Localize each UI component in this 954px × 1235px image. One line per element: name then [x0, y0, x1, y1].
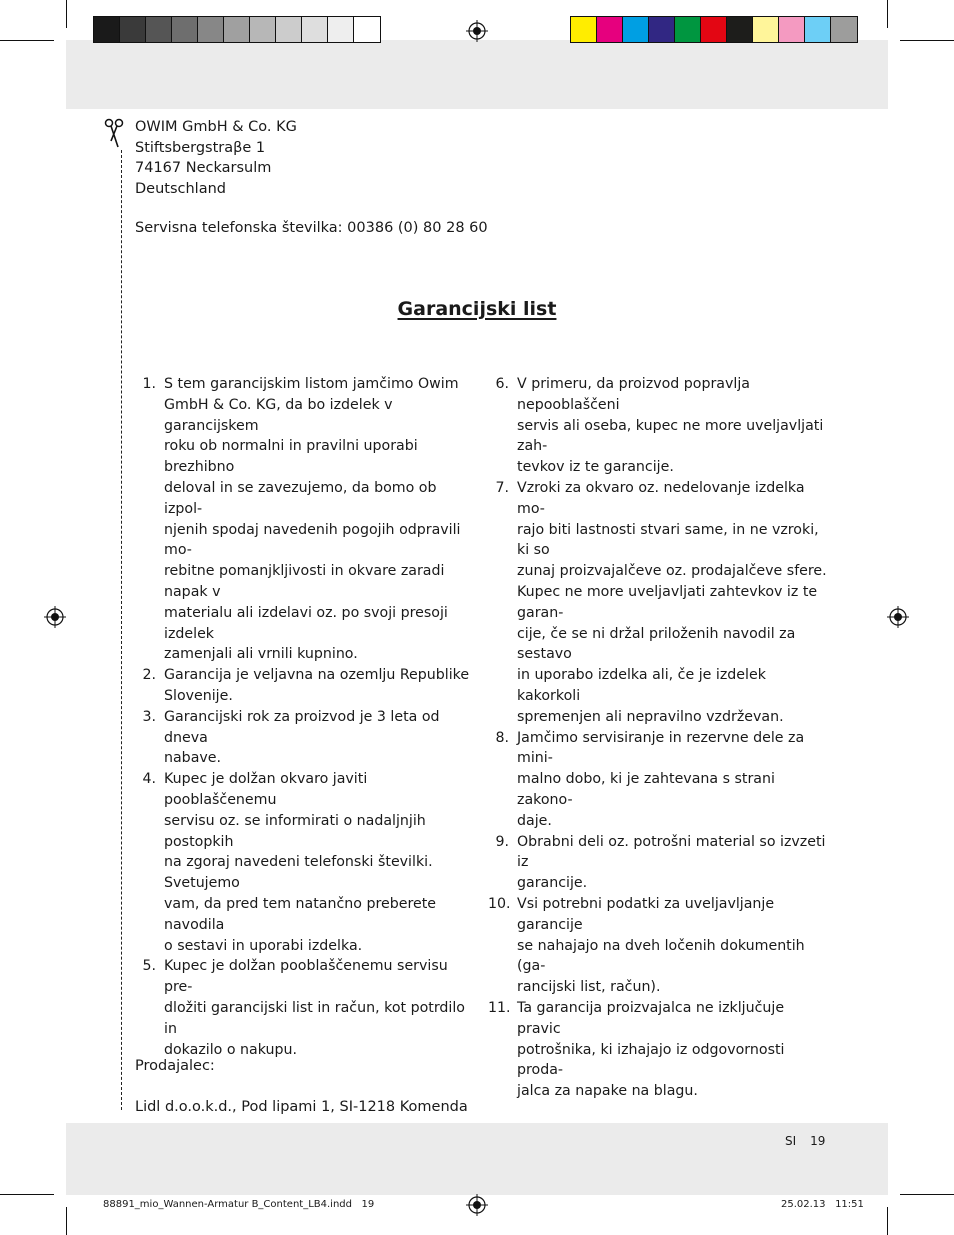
service-phone: Servisna telefonska številka: 00386 (0) 80 28 60 — [135, 220, 488, 236]
slug-filename: 88891_mio_Wannen-Armatur B_Content_LB4.indd 19 — [103, 1199, 375, 1210]
list-item — [135, 769, 475, 956]
item-number: 6. — [495, 376, 509, 392]
seller-address: Lidl d.o.o.k.d., Pod lipami 1, SI-1218 Komenda — [135, 1099, 468, 1115]
item-number: 7. — [495, 479, 509, 496]
item-number: 3. — [142, 708, 156, 725]
color-swatch — [571, 17, 597, 42]
item-text: Kupec je dolžan okvaro javiti pooblaščenemu servisu oz. se informirati o nadaljnjih postopkih na zgoraj navedeni telefonski številki. Svetujemo vam, da pred tem natančno preberete navodila o sestavi in uporabi izdelka. — [164, 771, 436, 954]
color-swatch — [753, 17, 779, 42]
item-number: 5. — [142, 958, 156, 975]
color-swatch — [623, 17, 649, 42]
item-text: Jamčimo servisiranje in rezervne dele za mini- malno dobo, ki je zahtevana s strani zakono- daje. — [517, 729, 805, 829]
page-title — [0, 298, 954, 320]
color-swatch — [250, 17, 276, 42]
color-swatch — [198, 17, 224, 42]
list-item — [135, 374, 475, 665]
color-swatch — [831, 17, 857, 42]
item-text: Garancija je veljavna na ozemlju Republike Slovenije. — [164, 667, 470, 704]
slug-timestamp: 25.02.13 11:51 — [781, 1199, 864, 1210]
grayscale-color-bar — [93, 16, 381, 43]
color-swatch — [779, 17, 805, 42]
seller-label: Prodajalec: — [135, 1058, 215, 1074]
list-item — [488, 728, 828, 832]
item-number: 4. — [142, 771, 156, 788]
street: Stiftsbergstraβe 1 — [135, 139, 266, 156]
item-number: 1. — [142, 376, 156, 392]
color-swatch — [146, 17, 172, 42]
item-text: Garancijski rok za proizvod je 3 leta od dneva nabave. — [164, 708, 440, 767]
color-swatch — [354, 17, 380, 42]
process-color-bar — [570, 16, 858, 43]
item-text: S tem garancijskim listom jamčimo Owim GmbH & Co. KG, da bo izdelek v garancijskem roku ob normalni in pravilni uporabi brezhibno deloval in se zavezujemo, da bomo ob izpol- njenih spodaj navedenih pogojih odpravili mo- rebitne pomanjkljivosti in okvare zaradi napak v materialu ali izdelavi oz. po svoji presoji izdelek zamenjali ali vrnili kupnino. — [164, 376, 461, 663]
item-text: Kupec je dolžan pooblaščenemu servisu pre- dložiti garancijski list in račun, kot potrdilo in dokazilo o nakupu. — [164, 958, 465, 1058]
item-number: 2. — [142, 667, 156, 684]
color-swatch — [94, 17, 120, 42]
color-swatch — [805, 17, 831, 42]
page-number-value: 19 — [810, 1134, 826, 1148]
color-swatch — [172, 17, 198, 42]
list-item — [488, 478, 828, 728]
registration-mark-icon — [466, 1194, 488, 1216]
warranty-terms-right — [488, 374, 828, 1102]
top-gray-band — [66, 40, 888, 109]
list-item — [488, 374, 828, 478]
item-text: Vsi potrebni podatki za uveljavljanje garancije se nahajajo na dveh ločenih dokumentih (ga- rancijski list, račun). — [517, 895, 805, 996]
registration-mark-icon — [466, 20, 488, 42]
color-swatch — [224, 17, 250, 42]
city: 74167 Neckarsulm — [135, 160, 272, 177]
list-item — [135, 956, 475, 1060]
list-item — [488, 894, 828, 998]
color-swatch — [302, 17, 328, 42]
scissors-icon — [103, 117, 125, 149]
item-text: V primeru, da proizvod popravlja nepooblaščeni servis ali oseba, kupec ne more uveljavljati zah- tevkov iz te garancije. — [517, 376, 824, 476]
item-text: Vzroki za okvaro oz. nedelovanje izdelka mo- rajo biti lastnosti stvari same, in ne vzroki, ki so zunaj proizvajalčeve oz. prodajalčeve sfere. Kupec ne more uveljavljati zahtevkov iz te garan- cije, če se ni držal priloženih navodil za sestavo in uporabo izdelka ali, če je izdelek kakorkoli spremenjen ali nepravilno vzdrževan. — [517, 479, 827, 725]
item-number: 9. — [495, 833, 509, 850]
list-item — [135, 665, 475, 707]
cut-line — [121, 150, 122, 1110]
bottom-gray-band — [66, 1123, 888, 1195]
color-swatch — [120, 17, 146, 42]
color-swatch — [701, 17, 727, 42]
language-code: SI — [785, 1134, 797, 1148]
color-swatch — [727, 17, 753, 42]
color-swatch — [276, 17, 302, 42]
item-text: Ta garancija proizvajalca ne izključuje pravic potrošnika, ki izhajajo iz odgovornosti proda- jalca za napake na blagu. — [517, 999, 785, 1100]
color-swatch — [649, 17, 675, 42]
registration-mark-icon — [44, 606, 66, 628]
manufacturer-address — [135, 117, 297, 200]
item-number: 11. — [488, 999, 511, 1016]
warranty-terms-left — [135, 374, 475, 1060]
color-swatch — [328, 17, 354, 42]
color-swatch — [597, 17, 623, 42]
company-name: OWIM GmbH & Co. KG — [135, 119, 297, 135]
item-text: Obrabni deli oz. potrošni material so izvzeti iz garancije. — [517, 833, 826, 892]
list-item — [488, 998, 828, 1102]
color-swatch — [675, 17, 701, 42]
item-number: 8. — [495, 729, 509, 746]
page-number — [785, 1134, 825, 1148]
list-item — [135, 707, 475, 769]
country: Deutschland — [135, 181, 226, 198]
list-item — [488, 832, 828, 894]
title-text: Garancijski list — [397, 298, 557, 320]
registration-mark-icon — [887, 606, 909, 628]
item-number: 10. — [488, 895, 511, 912]
